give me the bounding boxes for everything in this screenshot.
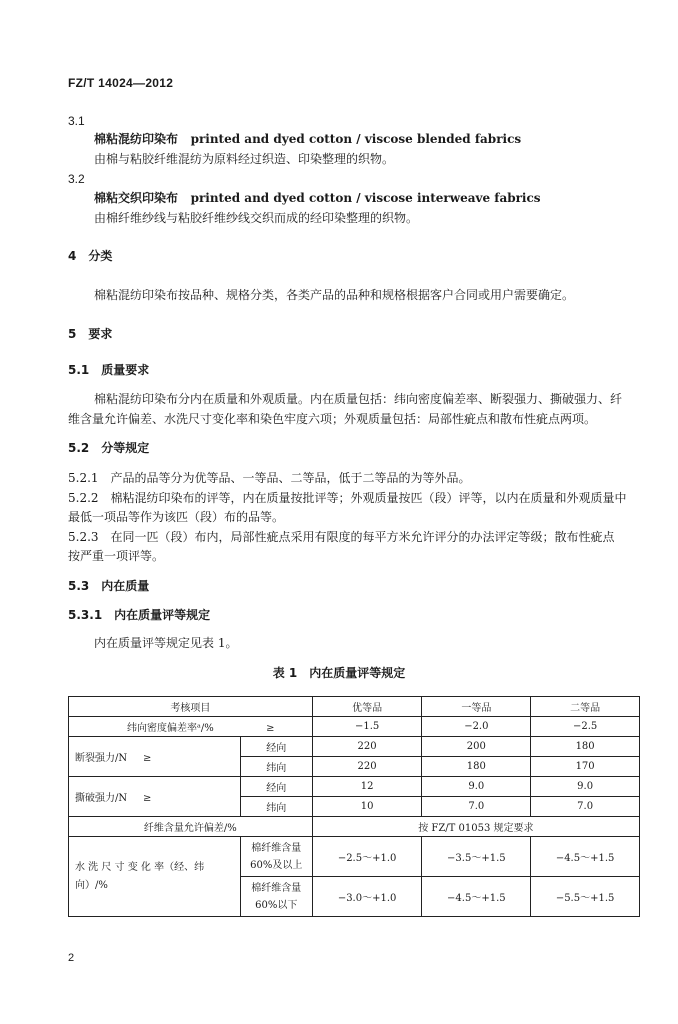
breaking-weft-dir: 纬向 [240,757,312,777]
header-grade-2: 一等品 [422,697,531,717]
weft-density-g1: −1.5 [312,717,422,737]
section-4-heading: 4 分类 [68,249,113,263]
table-row-breaking-warp [69,737,640,757]
section-5-heading: 5 要求 [68,327,113,341]
breaking-op: ≥ [143,753,152,764]
quality-table [68,696,640,917]
wash-label-line1: 水 洗 尺 寸 变 化 率（经、纬 [75,861,205,873]
tearing-op: ≥ [143,793,152,804]
wash-cond-2-line2: 60%以下 [255,899,298,911]
tearing-weft-dir: 纬向 [240,797,312,817]
tearing-weft-g1: 10 [312,797,422,817]
table-row-fiber [69,817,640,837]
section-5-1-line2: 维含量允许偏差、水洗尺寸变化率和染色牢度六项；外观质量包括：局部性疵点和散布性疵点两项。 [68,412,597,426]
wash-label-line2: 向）/% [75,879,108,891]
section-3-2-term [94,190,541,206]
weft-density-g2: −2.0 [422,717,531,737]
breaking-label: 断裂强力/N [75,753,128,764]
table-row-wash-1 [69,837,640,877]
table-row-weft-density [69,717,640,737]
table-caption: 表 1 内在质量评等规定 [272,666,406,680]
section-3-1-definition: 由棉与粘胶纤维混纺为原料经过织造、印染整理的织物。 [94,152,395,166]
section-5-2-2-line1: 5.2.2 棉粘混纺印染布的评等，内在质量按批评等；外观质量按匹（段）评等，以内在质量和外观质量中 [68,491,627,505]
wash-cond-2 [240,877,312,917]
term-en: printed and dyed cotton / viscose blended fabrics [190,132,522,146]
tearing-warp-g2: 9.0 [422,777,531,797]
weft-density-label: 纬向密度偏差率ᵃ/% [126,723,214,734]
term-cn: 棉粘交织印染布 [94,191,179,205]
tearing-warp-g1: 12 [312,777,422,797]
section-3-1-term [94,131,521,147]
section-5-2-1: 5.2.1 产品的品等分为优等品、一等品、二等品，低于二等品的为等外品。 [68,471,471,485]
wash-cond-2-line1: 棉纤维含量 [251,882,302,894]
header-item: 考核项目 [69,697,313,717]
section-3-2-number: 3.2 [68,172,85,186]
breaking-warp-g3: 180 [531,737,640,757]
breaking-label-cell [69,737,241,777]
header-grade-3: 二等品 [531,697,640,717]
header-grade-1: 优等品 [312,697,422,717]
standard-code: FZ/T 14024—2012 [68,76,174,90]
wash-label-cell [69,837,241,917]
breaking-weft-g3: 170 [531,757,640,777]
tearing-weft-g3: 7.0 [531,797,640,817]
table-header-row [69,697,640,717]
wash-1-g1: −2.5～+1.0 [312,837,422,877]
wash-2-g2: −4.5～+1.5 [422,877,531,917]
section-5-2-3-line2: 按严重一项评等。 [68,549,165,563]
tearing-weft-g2: 7.0 [422,797,531,817]
section-5-1-heading: 5.1 质量要求 [68,363,150,377]
section-4-text: 棉粘混纺印染布按品种、规格分类，各类产品的品种和规格根据客户合同或用户需要确定。 [94,288,575,302]
wash-cond-1-line2: 60%及以上 [250,859,303,871]
tearing-label-cell [69,777,241,817]
weft-density-g3: −2.5 [531,717,640,737]
section-5-3-1-heading: 5.3.1 内在质量评等规定 [68,608,211,622]
section-5-3-1-text: 内在质量评等规定见表 1。 [94,636,238,650]
wash-2-g3: −5.5～+1.5 [531,877,640,917]
breaking-warp-g1: 220 [312,737,422,757]
section-3-1-number: 3.1 [68,114,85,128]
tearing-warp-g3: 9.0 [531,777,640,797]
term-en: printed and dyed cotton / viscose interweave fabrics [190,191,541,205]
fiber-value: 按 FZ/T 01053 规定要求 [312,817,639,837]
section-3-2-definition: 由棉纤维纱线与粘胶纤维纱线交织而成的经印染整理的织物。 [94,211,419,225]
breaking-weft-g2: 180 [422,757,531,777]
breaking-warp-dir: 经向 [240,737,312,757]
tearing-label: 撕破强力/N [75,793,128,804]
section-5-1-line1: 棉粘混纺印染布分内在质量和外观质量。内在质量包括：纬向密度偏差率、断裂强力、撕破强力、纤 [94,392,623,406]
fiber-label: 纤维含量允许偏差/% [69,817,313,837]
breaking-warp-g2: 200 [422,737,531,757]
weft-density-label-cell [69,717,313,737]
wash-cond-1 [240,837,312,877]
wash-1-g2: −3.5～+1.5 [422,837,531,877]
wash-2-g1: −3.0～+1.0 [312,877,422,917]
table-row-tearing-warp [69,777,640,797]
section-5-2-heading: 5.2 分等规定 [68,441,150,455]
section-5-3-heading: 5.3 内在质量 [68,579,150,593]
tearing-warp-dir: 经向 [240,777,312,797]
page-number: 2 [68,952,75,964]
breaking-weft-g1: 220 [312,757,422,777]
term-cn: 棉粘混纺印染布 [94,132,179,146]
weft-density-op: ≥ [266,723,275,734]
wash-cond-1-line1: 棉纤维含量 [251,842,302,854]
section-5-2-3-line1: 5.2.3 在同一匹（段）布内，局部性疵点采用有限度的每平方米允许评分的办法评定等级；散布性疵点 [68,530,615,544]
section-5-2-2-line2: 最低一项品等作为该匹（段）布的品等。 [68,510,285,524]
wash-1-g3: −4.5～+1.5 [531,837,640,877]
